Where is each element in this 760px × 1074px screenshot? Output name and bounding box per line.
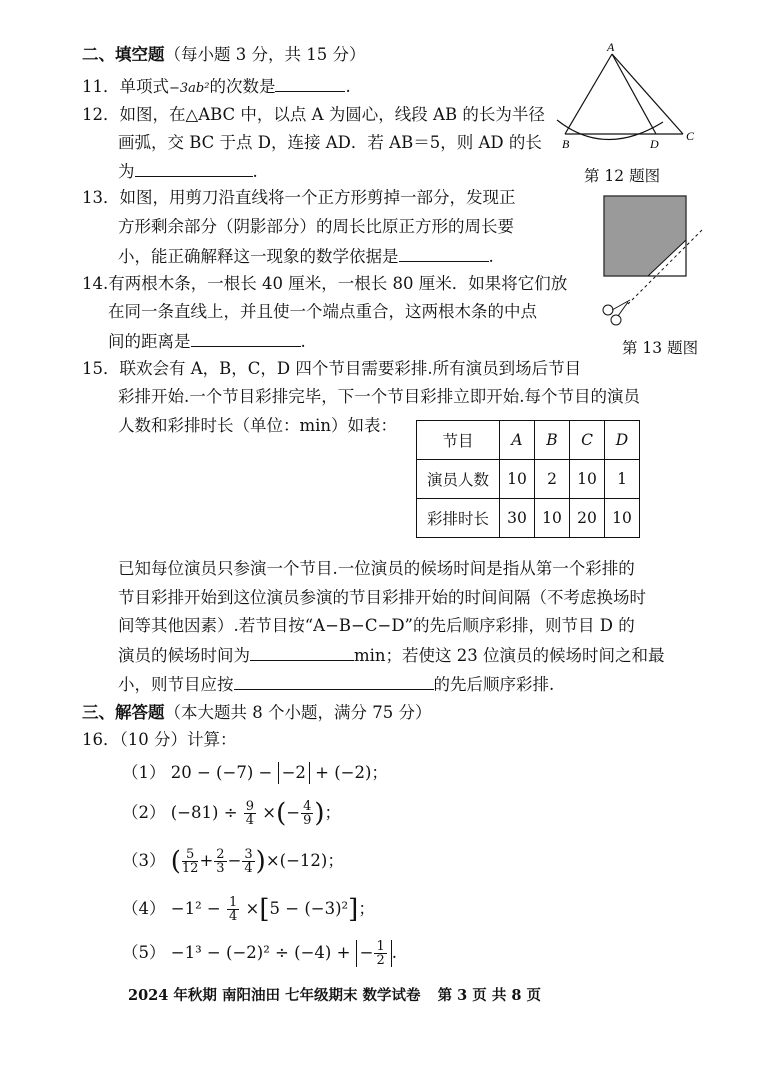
- q15-line7: [118, 644, 665, 667]
- numerator: 2: [216, 847, 225, 862]
- q15-answer-blank-1[interactable]: [250, 644, 354, 661]
- q16-item-4: （4） −1² − $\frac{1}{4}$ ×[5 − (−3)²]；: [122, 894, 375, 925]
- q14-text-1: 有两根木条，一根长 40 厘米，一根长 80 厘米．如果将它们放: [108, 274, 568, 293]
- arc: [557, 120, 663, 140]
- q13-line1: [82, 187, 516, 209]
- q13-text-3: 小，能正确解释这一现象的数学依据是: [118, 247, 399, 266]
- footer-page-number: 第 3 页 共 8 页: [437, 987, 542, 1004]
- q15-text-7b: min；若使这 23 位演员的候场时间之和最: [354, 646, 665, 665]
- section3-note: （本大题共 8 个小题，满分 75 分）: [164, 703, 432, 722]
- table-cell: A: [500, 421, 535, 460]
- scissors-icon: [603, 300, 630, 325]
- fraction: [227, 896, 239, 923]
- table-cell: 10: [605, 499, 640, 538]
- table-cell: 30: [500, 499, 535, 538]
- table-cell: 演员人数: [417, 460, 500, 499]
- q12-line3: [118, 160, 258, 183]
- fraction: [242, 848, 254, 875]
- section2-heading: 二、填空题: [82, 45, 165, 64]
- q16-item-2: （2） (−81) ÷ $\frac{9}{4}$ ×(− $\frac{4}{9}$ )；: [122, 798, 342, 829]
- q15-text-8b: 的先后顺序彩排.: [433, 675, 555, 694]
- q13-number: 13．: [82, 188, 120, 207]
- expr-part: 5 − (−3)²: [269, 899, 349, 918]
- item-label: （3）: [122, 851, 166, 870]
- q13-end: .: [488, 247, 494, 266]
- q15-text-8a: 小，则节目应按: [118, 675, 234, 694]
- q12-end: .: [252, 162, 258, 181]
- table-cell: B: [535, 421, 570, 460]
- table-cell: D: [605, 421, 640, 460]
- q16-intro: [82, 729, 237, 751]
- q15-line3: 人数和彩排时长（单位：min）如表：: [118, 416, 398, 435]
- section2-title: [82, 44, 365, 66]
- q11-text: 单项式: [119, 77, 169, 96]
- q11-number: 11．: [82, 77, 120, 96]
- q15-line8: [118, 673, 554, 696]
- section3-heading: 三、解答题: [82, 703, 165, 722]
- expr-part: ×: [245, 899, 260, 918]
- q15-line2: 彩排开始.一个节目彩排完毕，下一个节目彩排立即开始.每个节目的演员: [118, 387, 640, 406]
- table-header-row: [417, 421, 640, 460]
- fraction: [214, 848, 226, 875]
- q16-item-3: （3） ( $\frac{5}{12}$ + $\frac{2}{3}$ − $\frac{3}{4}$ )×(−12)；: [122, 846, 344, 877]
- abs-value: [356, 940, 392, 967]
- abs-value: −2: [278, 762, 310, 784]
- expr-part: + (−2)；: [315, 763, 388, 782]
- q14-text-3: 间的距离是: [108, 332, 191, 351]
- expr-part: (−81) ÷: [170, 803, 238, 822]
- q12-text-1: 如图，在△ABC 中，以点 A 为圆心，线段 AB 的长为半径: [119, 105, 545, 124]
- q13-square-figure: [598, 192, 708, 332]
- table-cell: 1: [605, 460, 640, 499]
- fraction: [301, 800, 313, 827]
- q16-item-5: [122, 940, 397, 967]
- denominator: 9: [303, 813, 312, 828]
- q15-number: 15．: [82, 359, 120, 378]
- numerator: 5: [182, 848, 199, 862]
- expr-end: .: [391, 943, 398, 962]
- neg-sign: −: [286, 803, 301, 822]
- q16-item-1: [122, 762, 388, 784]
- q11-expression: −3ab²: [169, 81, 210, 96]
- fraction: [244, 800, 256, 827]
- footer-exam-title: 2024 年秋期 南阳油田 七年级期末 数学试卷: [128, 987, 421, 1004]
- q14-line2: 在同一条直线上，并且使一个端点重合，这两根木条的中点: [108, 302, 537, 321]
- table-cell: 节目: [417, 421, 500, 460]
- q15-line4: 已知每位演员只参演一个节目.一位演员的候场时间是指从第一个彩排的: [118, 559, 635, 578]
- q12-line2: 画弧，交 BC 于点 D，连接 AD．若 AB＝5，则 AD 的长: [118, 133, 542, 152]
- table-row: [417, 460, 640, 499]
- q14-end: .: [300, 332, 306, 351]
- segment-ac: [612, 54, 683, 134]
- fraction: [182, 848, 199, 875]
- q12-text-3: 为: [118, 162, 135, 181]
- q13-figure-caption: 第 13 题图: [622, 339, 699, 357]
- numerator: 1: [229, 895, 238, 910]
- section2-note: （每小题 3 分，共 15 分）: [164, 45, 366, 64]
- expr-end: ；: [324, 803, 342, 822]
- q11-text-b: 的次数是: [209, 77, 276, 96]
- numerator: 1: [376, 939, 385, 954]
- table-cell: 10: [535, 499, 570, 538]
- item-label: （4）: [122, 899, 166, 918]
- q12-answer-blank[interactable]: [135, 160, 253, 177]
- numerator: 4: [303, 799, 312, 814]
- label-d: D: [650, 137, 659, 151]
- label-b: B: [562, 137, 570, 151]
- question-11: [82, 75, 351, 100]
- table-cell: 20: [570, 499, 605, 538]
- neg-sign: −: [359, 943, 374, 962]
- expr-end: ；: [358, 899, 375, 918]
- q15-line6: 间等其他因素）.若节目按“A−B−C−D”的先后顺序彩排，则节目 D 的: [118, 616, 635, 635]
- q12-triangle-figure: [555, 40, 705, 155]
- q14-number: 14.: [82, 274, 109, 293]
- segment-ad: [612, 54, 656, 134]
- segment-ab: [565, 54, 612, 134]
- fraction: [374, 940, 386, 967]
- expr-part: −1² −: [170, 899, 221, 918]
- q11-end: .: [345, 77, 351, 96]
- q12-figure-caption: 第 12 题图: [584, 167, 661, 185]
- table-cell: 彩排时长: [417, 499, 500, 538]
- item-label: （2）: [122, 803, 166, 822]
- q16-number: 16．: [82, 730, 120, 749]
- label-c: C: [686, 129, 695, 143]
- table-row: [417, 499, 640, 538]
- q13-line3: [118, 245, 494, 268]
- q14-line1: [82, 273, 567, 295]
- item-label: （5）: [122, 943, 166, 962]
- denominator: 12: [181, 861, 199, 876]
- q13-line2: 方形剩余部分（阴影部分）的周长比原正方形的周长要: [118, 217, 514, 236]
- q13-text-1: 如图，用剪刀沿直线将一个正方形剪掉一部分，发现正: [119, 188, 516, 207]
- section3-title: [82, 702, 431, 724]
- numerator: 9: [245, 799, 255, 814]
- q13-answer-blank[interactable]: [399, 245, 489, 262]
- expr-part: −1³ − (−2)² ÷ (−4) +: [170, 943, 351, 962]
- denominator: 4: [229, 909, 238, 924]
- expr-part: ×: [262, 803, 277, 822]
- expr-part: ×(−12)；: [265, 851, 344, 870]
- q12-line1: [82, 104, 545, 126]
- table-cell: 2: [535, 460, 570, 499]
- q15-table: [416, 420, 640, 538]
- table-cell: 10: [570, 460, 605, 499]
- q15-text-7a: 演员的候场时间为: [118, 646, 250, 665]
- table-cell: 10: [500, 460, 535, 499]
- q11-answer-blank[interactable]: [275, 75, 345, 92]
- label-a: A: [607, 40, 615, 54]
- q14-line3: [108, 330, 306, 353]
- q15-line5: 节目彩排开始到这位演员参演的节目彩排开始的时间间隔（不考虑换场时: [118, 588, 646, 607]
- denominator: 2: [376, 953, 385, 968]
- q16-intro-text: （10 分）计算：: [119, 730, 237, 749]
- numerator: 3: [244, 847, 253, 862]
- denominator: 4: [245, 813, 255, 828]
- page-footer: [128, 984, 553, 1005]
- denominator: 4: [244, 861, 253, 876]
- q15-answer-blank-2[interactable]: [234, 673, 434, 690]
- operator: +: [199, 851, 214, 870]
- item-label: （1）: [122, 763, 166, 782]
- q14-answer-blank[interactable]: [191, 330, 301, 347]
- operator: −: [227, 851, 242, 870]
- table-cell: C: [570, 421, 605, 460]
- q15-line1: [82, 358, 581, 380]
- q15-text-1: 联欢会有 A，B，C，D 四个节目需要彩排.所有演员到场后节目: [119, 359, 582, 378]
- expr-part: 20 − (−7) −: [170, 763, 273, 782]
- denominator: 3: [216, 861, 225, 876]
- q12-number: 12．: [82, 105, 120, 124]
